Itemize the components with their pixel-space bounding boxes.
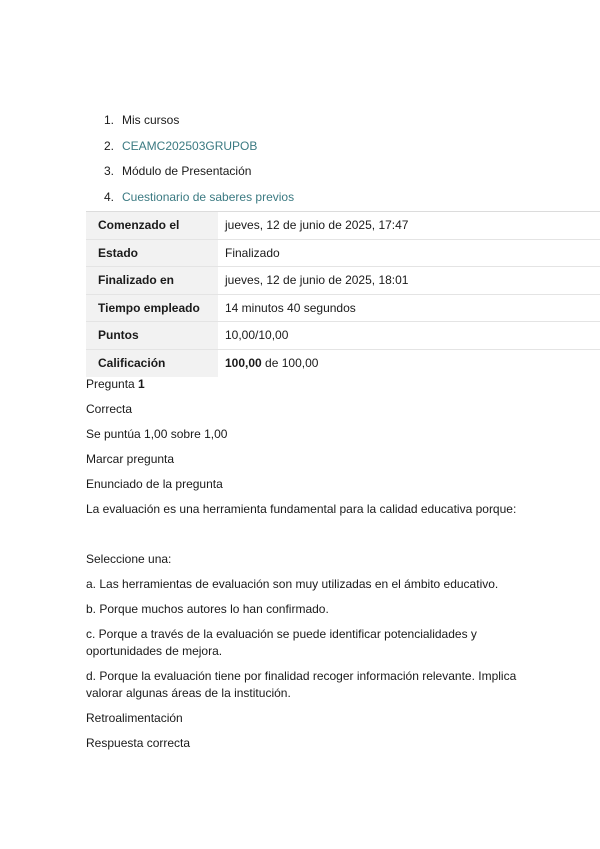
summary-value	[218, 349, 600, 377]
grade-value: 100,00	[225, 356, 262, 370]
breadcrumb-course-link[interactable]: CEAMC202503GRUPOB	[122, 138, 258, 153]
summary-label: Estado	[86, 239, 218, 267]
summary-row-started	[86, 212, 600, 240]
question-block	[86, 376, 526, 760]
summary-row-points	[86, 322, 600, 350]
question-label: Pregunta	[86, 377, 135, 391]
question-text: La evaluación es una herramienta fundamental para la calidad educativa porque:	[86, 502, 517, 516]
feedback-heading: Retroalimentación	[86, 711, 183, 725]
answer-option-d[interactable]: d. Porque la evaluación tiene por finalidad recoger información relevante. Implica valorar algunas áreas de la institución.	[86, 669, 517, 700]
summary-label: Finalizado en	[86, 267, 218, 295]
breadcrumb-number: 4.	[104, 189, 115, 204]
summary-value: 10,00/10,00	[218, 322, 600, 350]
question-score: Se puntúa 1,00 sobre 1,00	[86, 427, 228, 441]
feedback-text: Respuesta correcta	[86, 736, 191, 750]
summary-row-grade	[86, 349, 600, 377]
attempt-summary-table	[86, 211, 600, 377]
breadcrumb-quiz-link[interactable]: Cuestionario de saberes previos	[122, 189, 295, 204]
answer-option-b[interactable]: b. Porque muchos autores lo han confirmado.	[86, 602, 329, 616]
summary-value: jueves, 12 de junio de 2025, 17:47	[218, 212, 600, 240]
answer-option-a[interactable]: a. Las herramientas de evaluación son muy utilizadas en el ámbito educativo.	[86, 577, 499, 591]
grade-total: de 100,00	[261, 356, 319, 370]
summary-row-finished	[86, 267, 600, 295]
breadcrumb-label[interactable]: Mis cursos	[122, 113, 180, 127]
question-number: 1	[138, 377, 145, 391]
summary-row-time-taken	[86, 294, 600, 322]
summary-label: Puntos	[86, 322, 218, 350]
breadcrumb-label[interactable]: Módulo de Presentación	[122, 164, 252, 178]
breadcrumb-item-module[interactable]	[104, 163, 294, 189]
summary-label: Comenzado el	[86, 212, 218, 240]
question-status: Correcta	[86, 402, 133, 416]
summary-value: 14 minutos 40 segundos	[218, 294, 600, 322]
breadcrumb-number: 3.	[104, 164, 115, 178]
summary-label: Calificación	[86, 349, 218, 377]
summary-value: Finalizado	[218, 239, 600, 267]
breadcrumb-number: 1.	[104, 113, 115, 127]
summary-value: jueves, 12 de junio de 2025, 18:01	[218, 267, 600, 295]
breadcrumb-number: 2.	[104, 138, 115, 153]
breadcrumb	[104, 112, 294, 214]
breadcrumb-item-my-courses[interactable]	[104, 112, 294, 138]
question-statement-heading: Enunciado de la pregunta	[86, 477, 223, 491]
answer-prompt: Seleccione una:	[86, 552, 172, 566]
flag-question-link[interactable]: Marcar pregunta	[86, 452, 175, 466]
question-title	[86, 376, 526, 401]
breadcrumb-item-course[interactable]	[104, 138, 294, 164]
summary-label: Tiempo empleado	[86, 294, 218, 322]
summary-row-state	[86, 239, 600, 267]
answer-option-c[interactable]: c. Porque a través de la evaluación se puede identificar potencialidades y oportunidades de mejora.	[86, 627, 477, 658]
